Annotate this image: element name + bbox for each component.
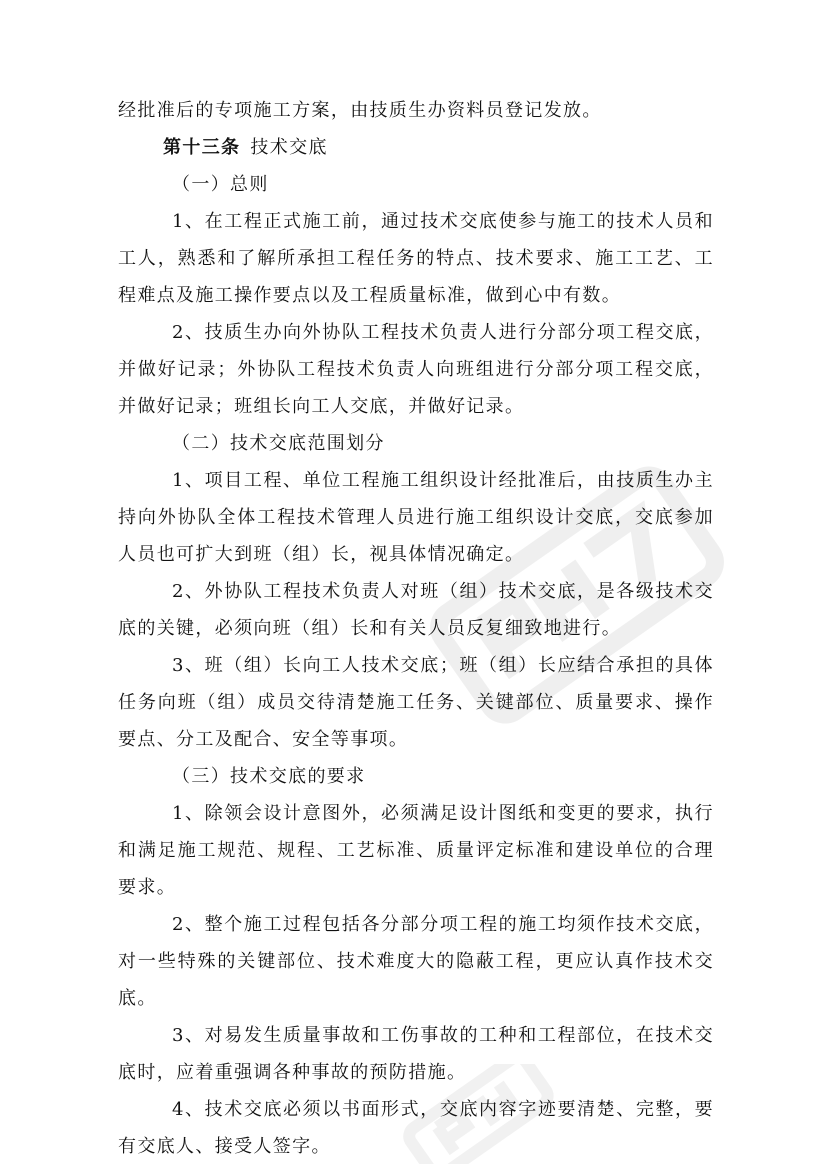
paragraph-line: 有交底人、接受人签字。 (118, 1136, 331, 1157)
section-heading: （一）总则 (172, 174, 269, 195)
paragraph-line: 底。 (118, 988, 157, 1009)
paragraph-line: 4、技术交底必须以书面形式，交底内容字迹要清楚、完整，要 (172, 1099, 714, 1120)
paragraph-line: 2、外协队工程技术负责人对班（组）技术交底，是各级技术交 (172, 581, 714, 602)
article-heading (118, 129, 714, 166)
document-body (118, 92, 714, 1165)
paragraph-line: 人员也可扩大到班（组）长，视具体情况确定。 (118, 544, 525, 565)
section-heading: （三）技术交底的要求 (172, 766, 366, 787)
paragraph-line: 程难点及施工操作要点以及工程质量标准，做到心中有数。 (118, 285, 622, 306)
paragraph-line: 底的关键，必须向班（组）长和有关人员反复细致地进行。 (118, 618, 622, 639)
paragraph-line: 工人，熟悉和了解所承担工程任务的特点、技术要求、施工工艺、工 (118, 248, 714, 269)
paragraph-line: 1、在工程正式施工前，通过技术交底使参与施工的技术人员和 (172, 211, 714, 232)
paragraph-line: 1、项目工程、单位工程施工组织设计经批准后，由技质生办主 (172, 470, 714, 491)
paragraph-line: 2、整个施工过程包括各分部分项工程的施工均须作技术交底， (172, 914, 714, 935)
paragraph-line: 经批准后的专项施工方案，由技质生办资料员登记发放。 (118, 100, 602, 121)
paragraph-line: 要点、分工及配合、安全等事项。 (118, 729, 409, 750)
paragraph-line: 1、除领会设计意图外，必须满足设计图纸和变更的要求，执行 (172, 803, 714, 824)
section-heading: （二）技术交底范围划分 (172, 433, 385, 454)
paragraph-line: 3、对易发生质量事故和工伤事故的工种和工程部位，在技术交 (172, 1025, 714, 1046)
article-number: 第十三条 (163, 137, 241, 158)
article-title: 技术交底 (250, 137, 328, 158)
paragraph-line: 并做好记录；班组长向工人交底，并做好记录。 (118, 396, 525, 417)
paragraph-line: 底时，应着重强调各种事故的预防措施。 (118, 1062, 467, 1083)
paragraph-line: 3、班（组）长向工人技术交底；班（组）长应结合承担的具体 (172, 655, 714, 676)
paragraph-line: 对一些特殊的关键部位、技术难度大的隐蔽工程，更应认真作技术交 (118, 951, 714, 972)
paragraph-line: 和满足施工规范、规程、工艺标准、质量评定标准和建设单位的合理 (118, 840, 714, 861)
paragraph-line: 任务向班（组）成员交待清楚施工任务、关键部位、质量要求、操作 (118, 692, 714, 713)
paragraph-line: 要求。 (118, 877, 177, 898)
paragraph-line: 并做好记录；外协队工程技术负责人向班组进行分部分项工程交底， (118, 359, 714, 380)
paragraph-line: 持向外协队全体工程技术管理人员进行施工组织设计交底，交底参加 (118, 507, 714, 528)
paragraph-line: 2、技质生办向外协队工程技术负责人进行分部分项工程交底， (172, 322, 714, 343)
